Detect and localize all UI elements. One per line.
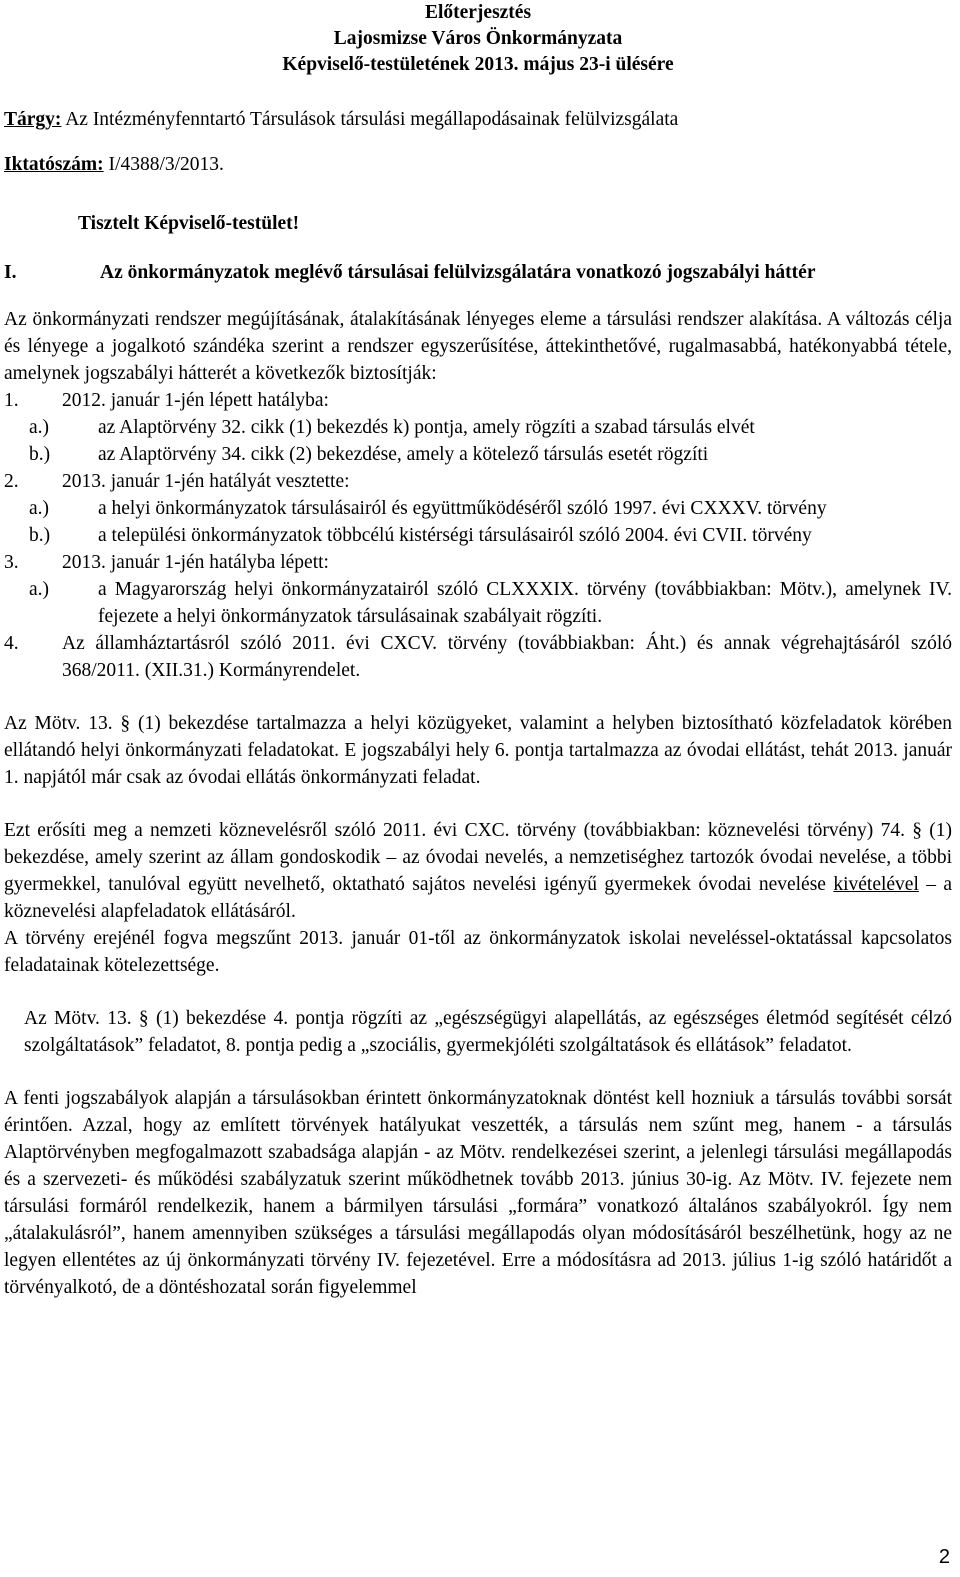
underlined-word: kivételével bbox=[833, 874, 919, 895]
sub-list-item bbox=[4, 441, 952, 468]
sub-list-item bbox=[4, 495, 952, 522]
list-item-text: 2012. január 1-jén lépett hatályba: bbox=[62, 390, 329, 411]
page-number: 2 bbox=[938, 1546, 950, 1568]
list-item-number: 4. bbox=[4, 633, 19, 654]
header-institution: Lajosmizse Város Önkormányzata bbox=[333, 28, 623, 49]
section-title: Az önkormányzatok meglévő társulásai felülvizsgálatára vonatkozó jogszabályi háttér bbox=[100, 262, 816, 283]
reference-label: Iktatószám: bbox=[4, 154, 104, 175]
legal-basis-list bbox=[4, 387, 952, 684]
list-item-number: 3. bbox=[4, 552, 19, 573]
paragraph-kozneveles-start: Ezt erősíti meg a nemzeti köznevelésről szóló 2011. évi CXC. törvény (továbbiakban: köznevelési törvény) 74. § (1) bekezdése, amely szerint az állam gondoskodik – az óvodai nevelés, a nemzetiséghez tartozók óvodai nevelése, a többi gyermekkel, tanulóval együtt nevelhető, oktatható sajátos nevelési igényű gyermekek óvodai nevelése bbox=[4, 820, 952, 895]
document-header bbox=[4, 0, 952, 78]
list-item bbox=[4, 468, 952, 495]
sub-item-text: az Alaptörvény 32. cikk (1) bekezdés k) pontja, amely rögzíti a szabad társulás elvét bbox=[98, 417, 755, 438]
sub-item-text: a Magyarország helyi önkormányzatairól szóló CLXXXIX. törvény (továbbiakban: Mötv.), amelynek IV. fejezete a helyi önkormányzatok társulásainak szabályait rögzíti. bbox=[98, 579, 952, 627]
sub-item-text: a települési önkormányzatok többcélú kistérségi társulásairól szóló 2004. évi CVII. törvény bbox=[98, 525, 812, 546]
greeting: Tisztelt Képviselő-testület! bbox=[78, 213, 300, 234]
paragraph-motv-13-4: Az Mötv. 13. § (1) bekezdése 4. pontja rögzíti az „egészségügyi alapellátás, az egészséges életmód segítését célzó szolgáltatások” feladatot, 8. pontja pedig a „szociális, gyermekjóléti szolgáltatások és ellátások” feladatot. bbox=[24, 1008, 952, 1056]
sub-list-item bbox=[4, 522, 952, 549]
sub-item-text: a helyi önkormányzatok társulásairól és együttműködéséről szóló 1997. évi CXXXV. törvény bbox=[98, 498, 827, 519]
section-heading bbox=[4, 259, 952, 286]
document-page bbox=[4, 0, 952, 1301]
list-item-text: 2013. január 1-jén hatályba lépett: bbox=[62, 552, 329, 573]
sub-item-letter: a.) bbox=[29, 498, 50, 519]
reference-line bbox=[4, 151, 952, 178]
reference-value: I/4388/3/2013. bbox=[103, 154, 224, 175]
sub-item-letter: b.) bbox=[29, 444, 51, 465]
paragraph-kozneveles bbox=[4, 817, 952, 925]
list-item bbox=[4, 549, 952, 576]
sub-item-text: az Alaptörvény 34. cikk (2) bekezdése, amely a kötelező társulás esetét rögzíti bbox=[98, 444, 709, 465]
subject-value: Az Intézményfenntartó Társulások társulási megállapodásainak felülvizsgálata bbox=[61, 109, 679, 130]
header-meeting: Képviselő-testületének 2013. május 23-i ülésére bbox=[282, 54, 674, 75]
sub-list-item bbox=[4, 576, 952, 630]
section-number: I. bbox=[4, 262, 17, 283]
list-item bbox=[4, 387, 952, 414]
header-title: Előterjesztés bbox=[424, 2, 532, 23]
paragraph-megszunt: A törvény erejénél fogva megszűnt 2013. január 01-től az önkormányzatok iskolai neveléssel-oktatással kapcsolatos feladatainak kötelezettsége. bbox=[4, 928, 952, 976]
sub-item-letter: a.) bbox=[29, 579, 50, 600]
list-item-number: 2. bbox=[4, 471, 19, 492]
list-item-text: Az államháztartásról szóló 2011. évi CXCV. törvény (továbbiakban: Áht.) és annak végrehajtásáról szóló 368/2011. (XII.31.) Kormányrendelet. bbox=[62, 633, 952, 681]
list-item-number: 1. bbox=[4, 390, 19, 411]
list-item bbox=[4, 630, 952, 684]
list-item-text: 2013. január 1-jén hatályát vesztette: bbox=[62, 471, 350, 492]
sub-list-item bbox=[4, 414, 952, 441]
intro-paragraph: Az önkormányzati rendszer megújításának, átalakításának lényeges eleme a társulási rendszer alakítása. A változás célja és lényege a jogalkotó szándéka szerint a rendszer egyszerűsítése, áttekinthetővé, rugalmasabbá, hatékonyabbá tétele, amelynek jogszabályi hátterét a következők biztosítják: bbox=[4, 309, 952, 384]
paragraph-final: A fenti jogszabályok alapján a társulásokban érintett önkormányzatoknak döntést kell hozniuk a társulás további sorsát érintően. Azzal, hogy az említett törvények hatályukat veszették, a társulás nem szűnt meg, hanem - a társulás Alaptörvényben megfogalmazott szabadsága alapján - az Mötv. rendelkezései szerint, a jelenlegi társulási megállapodás és a szervezeti- és működési szabályzatuk szerint működhetnek tovább 2013. június 30-ig. Az Mötv. IV. fejezete nem társulási formáról rendelkezik, hanem a bármilyen társulási „formára” vonatkozó általános szabályokról. Így nem „átalakulásról”, hanem amennyiben szükséges a társulási megállapodás olyan módosításáról beszélhetünk, hogy az ne legyen ellentétes az új önkormányzati törvény IV. fejezetével. Erre a módosításra ad 2013. július 1-ig szóló határidőt a törvényalkotó, de a döntéshozatal során figyelemmel bbox=[4, 1088, 952, 1298]
subject-line bbox=[4, 106, 952, 133]
paragraph-motv-13: Az Mötv. 13. § (1) bekezdése tartalmazza a helyi közügyeket, valamint a helyben biztosítható közfeladatok körében ellátandó helyi önkormányzati feladatokat. E jogszabályi hely 6. pontja tartalmazza az óvodai ellátást, tehát 2013. január 1. napjától már csak az óvodai ellátás önkormányzati feladat. bbox=[4, 713, 952, 788]
subject-label: Tárgy: bbox=[4, 109, 62, 130]
paragraph-kozneveles-end: – a köznevelési alapfeladatok ellátásáról. bbox=[4, 874, 953, 922]
sub-item-letter: b.) bbox=[29, 525, 51, 546]
sub-item-letter: a.) bbox=[29, 417, 50, 438]
